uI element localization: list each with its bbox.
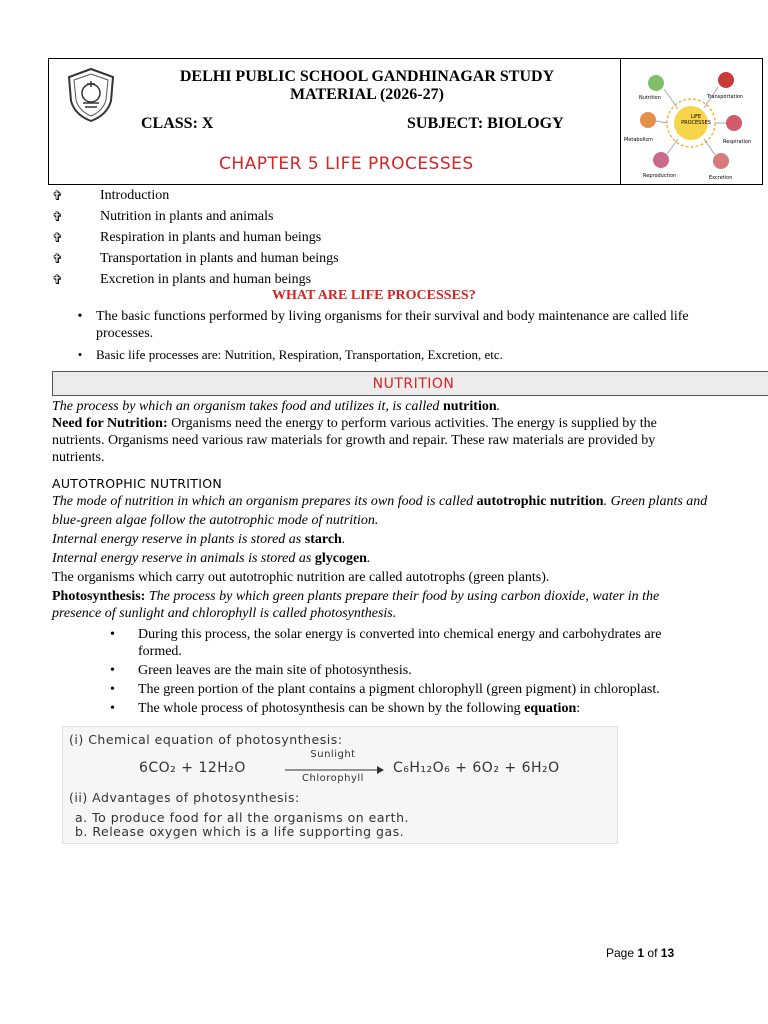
advantages-heading: (ii) Advantages of photosynthesis:: [69, 790, 300, 805]
cross-bullet-icon: ✞: [52, 271, 63, 287]
list-item: • During this process, the solar energy is converted into chemical energy and carbohydrates are formed.: [110, 627, 662, 659]
topic-list: [52, 185, 339, 290]
diagram-label-reproduction: Reproduction: [643, 173, 677, 179]
list-item: ✞ Introduction: [52, 187, 170, 203]
header-box: [48, 58, 763, 185]
list-item: ✞ Transportation in plants and human beings: [52, 250, 339, 266]
cross-bullet-icon: ✞: [52, 250, 63, 266]
diagram-label-metabolism: Metabolism: [624, 137, 653, 143]
list-item: • Basic life processes are: Nutrition, Respiration, Transportation, Excretion, etc.: [77, 347, 503, 362]
advantage-b: b. Release oxygen which is a life supporting gas.: [75, 824, 405, 839]
equation-condition-chlorophyll: Chlorophyll: [302, 773, 364, 784]
list-item: ✞ Nutrition in plants and animals: [52, 208, 274, 224]
diagram-center-label: LIFE PROCESSES: [681, 114, 711, 126]
diagram-label-transportation: Transportation: [707, 94, 744, 100]
nutrition-section-bar: [52, 371, 768, 396]
school-logo: [49, 59, 137, 184]
list-item: • The whole process of photosynthesis can be shown by the following equation:: [110, 701, 581, 716]
advantage-a: a. To produce food for all the organisms on earth.: [75, 810, 409, 825]
subject-label: SUBJECT: BIOLOGY: [407, 115, 564, 132]
diagram-label-nutrition: Nutrition: [639, 95, 661, 101]
photosynthesis-equation-image: [62, 726, 618, 844]
need-for-nutrition: Need for Nutrition: Organisms need the energy to perform various activities. The energy is supplied by the: [52, 416, 657, 431]
list-item: • Green leaves are the main site of photosynthesis.: [110, 663, 412, 678]
autotrophic-heading: AUTOTROPHIC NUTRITION: [52, 476, 222, 491]
list-item: • The green portion of the plant contains a pigment chlorophyll (green pigment) in chloroplast.: [110, 682, 660, 697]
diagram-label-excretion: Excretion: [709, 175, 733, 181]
school-title-line2: MATERIAL (2026-27): [290, 86, 444, 103]
cross-bullet-icon: ✞: [52, 229, 63, 245]
school-title-line1: DELHI PUBLIC SCHOOL GANDHINAGAR STUDY: [179, 68, 555, 85]
list-item: • The basic functions performed by living organisms for their survival and body maintenance are called life processes.: [77, 309, 689, 341]
equation-products: C₆H₁₂O₆ + 6O₂ + 6H₂O: [393, 760, 560, 776]
chapter-title: CHAPTER 5 LIFE PROCESSES: [219, 154, 474, 174]
nutrition-heading: NUTRITION: [372, 376, 455, 392]
equation-reactants: 6CO₂ + 12H₂O: [139, 760, 246, 776]
life-processes-diagram: [620, 59, 762, 184]
photosynthesis-points: [110, 626, 750, 717]
list-item: ✞ Excretion in plants and human beings: [52, 271, 312, 287]
list-item: ✞ Respiration in plants and human beings: [52, 229, 322, 245]
cross-bullet-icon: ✞: [52, 187, 63, 203]
nutrition-definition: The process by which an organism takes food and utilizes it, is called nutrition.: [52, 399, 501, 414]
diagram-label-respiration: Respiration: [723, 139, 752, 145]
autotrophic-text: The mode of nutrition in which an organism prepares its own food is called autotrophic nutrition. Green plants and blue-green algae follow the autotrophic mode of nutrition. Internal energy reserve in plants is stored as starch. Internal energy reserve in animals is stored as glycogen. The organisms which carry out autotrophic nutrition are called autotrophs (green plants). Photosynthesis: The process by which green plants prepare their food by using carbon dioxide, water in the presence of sunlight and chlorophyll is called photosynthesis.: [52, 494, 708, 621]
nutrition-text: The process by which an organism takes food and utilizes it, is called nutrition. Need for Nutrition: Organisms need the energy to perform various activities. The energy is supplied by the nutrients. Organisms need various raw materials for growth and repair. These raw materials are provided by nutrients.: [52, 398, 766, 466]
class-label: CLASS: X: [141, 115, 214, 132]
cross-bullet-icon: ✞: [52, 208, 63, 224]
equation-heading: (i) Chemical equation of photosynthesis:: [69, 732, 343, 747]
life-processes-heading: WHAT ARE LIFE PROCESSES?: [272, 288, 476, 303]
page-number: Page 1 of 13: [606, 946, 675, 960]
equation-condition-sunlight: Sunlight: [310, 749, 356, 760]
